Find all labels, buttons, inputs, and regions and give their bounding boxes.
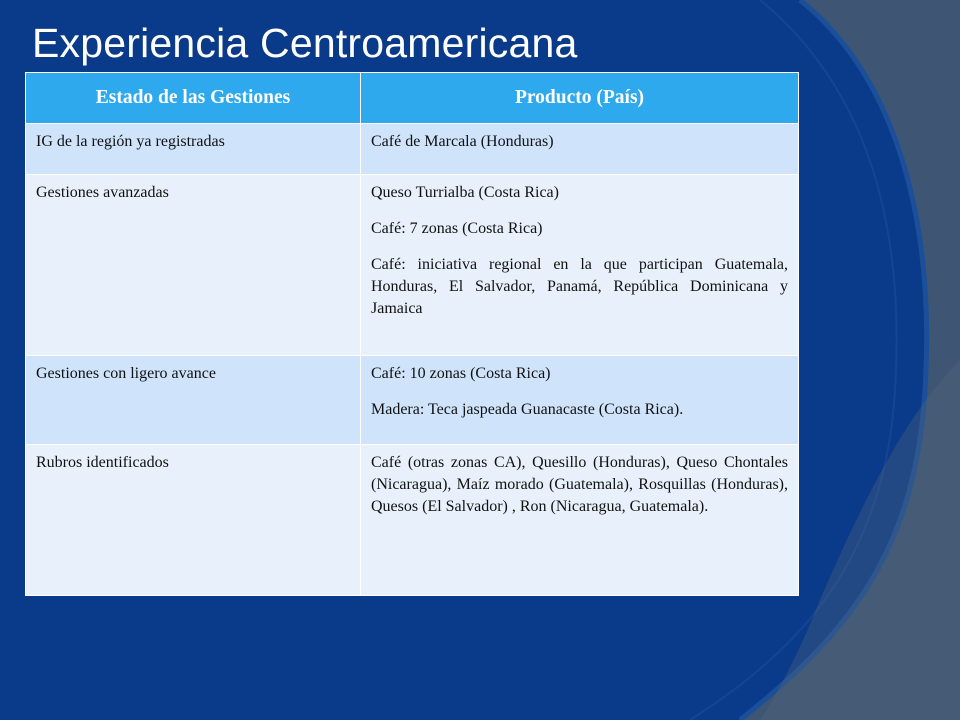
estado-cell: IG de la región ya registradas [26, 124, 361, 175]
table-row [26, 124, 799, 175]
producto-cell [361, 356, 799, 445]
producto-cell [361, 175, 799, 356]
producto-item: Queso Turrialba (Costa Rica) [371, 184, 559, 201]
producto-item: Madera: Teca jaspeada Guanacaste (Costa Rica). [371, 401, 684, 418]
table-header-row [26, 73, 799, 124]
gestiones-table [25, 72, 799, 596]
header-estado: Estado de las Gestiones [26, 73, 361, 124]
producto-cell [361, 445, 799, 596]
producto-cell [361, 124, 799, 175]
producto-item: Café (otras zonas CA), Quesillo (Honduras), Queso Chontales (Nicaragua), Maíz morado (Guatemala), Rosquillas (Honduras), Quesos (El Salvador) , Ron (Nicaragua, Guatemala). [371, 454, 788, 515]
producto-item: Café: 7 zonas (Costa Rica) [371, 220, 543, 237]
estado-cell: Gestiones con ligero avance [26, 356, 361, 445]
producto-item: Café: 10 zonas (Costa Rica) [371, 365, 551, 382]
estado-cell: Rubros identificados [26, 445, 361, 596]
header-producto: Producto (País) [361, 73, 799, 124]
slide-title: Experiencia Centroamericana [32, 20, 578, 66]
producto-item: Café de Marcala (Honduras) [371, 133, 554, 150]
table-row [26, 175, 799, 356]
estado-cell: Gestiones avanzadas [26, 175, 361, 356]
table-row [26, 356, 799, 445]
table-row [26, 445, 799, 596]
producto-item: Café: iniciativa regional en la que participan Guatemala, Honduras, El Salvador, Panamá, República Dominicana y Jamaica [371, 256, 788, 317]
